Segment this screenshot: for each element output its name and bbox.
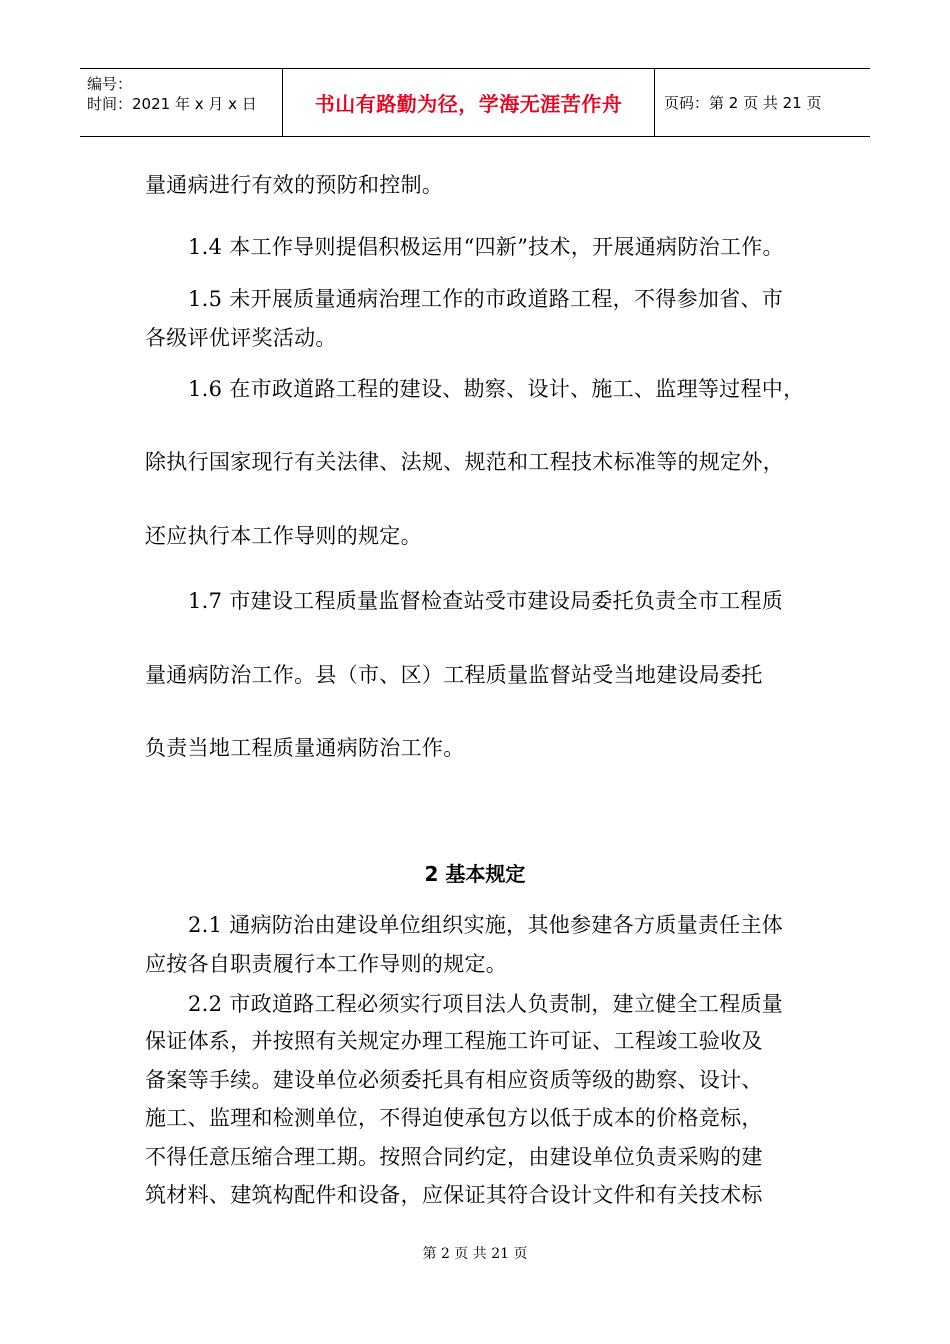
body-line: 应按各自职责履行本工作导则的规定。	[145, 952, 508, 976]
header-page-info: 页码：第 2 页 共 21 页	[664, 94, 822, 112]
body-line: 量通病进行有效的预防和控制。	[145, 173, 444, 197]
body-line: 不得任意压缩合理工期。按照合同约定，由建设单位负责采购的建	[145, 1145, 763, 1169]
body-line: 量通病防治工作。县（市、区）工程质量监督站受当地建设局委托	[145, 663, 763, 687]
clause-1-4: 1.4 本工作导则提倡积极运用“四新”技术，开展通病防治工作。	[188, 235, 784, 259]
time-label: 时间：2021 年 x 月 x 日	[87, 95, 257, 113]
body-line: 备案等手续。建设单位必须委托具有相应资质等级的勘察、设计、	[145, 1068, 763, 1092]
body-line: 负责当地工程质量通病防治工作。	[145, 736, 465, 760]
body-line: 还应执行本工作导则的规定。	[145, 524, 422, 548]
body-line: 各级评优评奖活动。	[145, 326, 337, 350]
body-line: 除执行国家现行有关法律、法规、规范和工程技术标准等的规定外，	[145, 450, 784, 474]
body-line: 筑材料、建筑构配件和设备，应保证其符合设计文件和有关技术标	[145, 1183, 763, 1207]
body-line: 施工、监理和检测单位，不得迫使承包方以低于成本的价格竞标，	[145, 1106, 763, 1130]
page-header	[80, 68, 870, 137]
header-motto: 书山有路勤为径，学海无涯苦作舟	[282, 69, 655, 136]
section-heading: 2 基本规定	[424, 862, 526, 886]
header-meta	[80, 69, 282, 136]
number-label: 编号：	[87, 75, 133, 93]
clause-1-6: 1.6 在市政道路工程的建设、勘察、设计、施工、监理等过程中，	[188, 377, 805, 401]
clause-2-1: 2.1 通病防治由建设单位组织实施，其他参建各方质量责任主体	[188, 913, 784, 937]
page-footer: 第 2 页 共 21 页	[422, 1246, 528, 1262]
clause-1-7: 1.7 市建设工程质量监督检查站受市建设局委托负责全市工程质	[188, 589, 784, 613]
clause-2-2: 2.2 市政道路工程必须实行项目法人负责制，建立健全工程质量	[188, 992, 784, 1016]
body-line: 保证体系，并按照有关规定办理工程施工许可证、工程竣工验收及	[145, 1029, 763, 1053]
clause-1-5: 1.5 未开展质量通病治理工作的市政道路工程，不得参加省、市	[188, 287, 784, 311]
